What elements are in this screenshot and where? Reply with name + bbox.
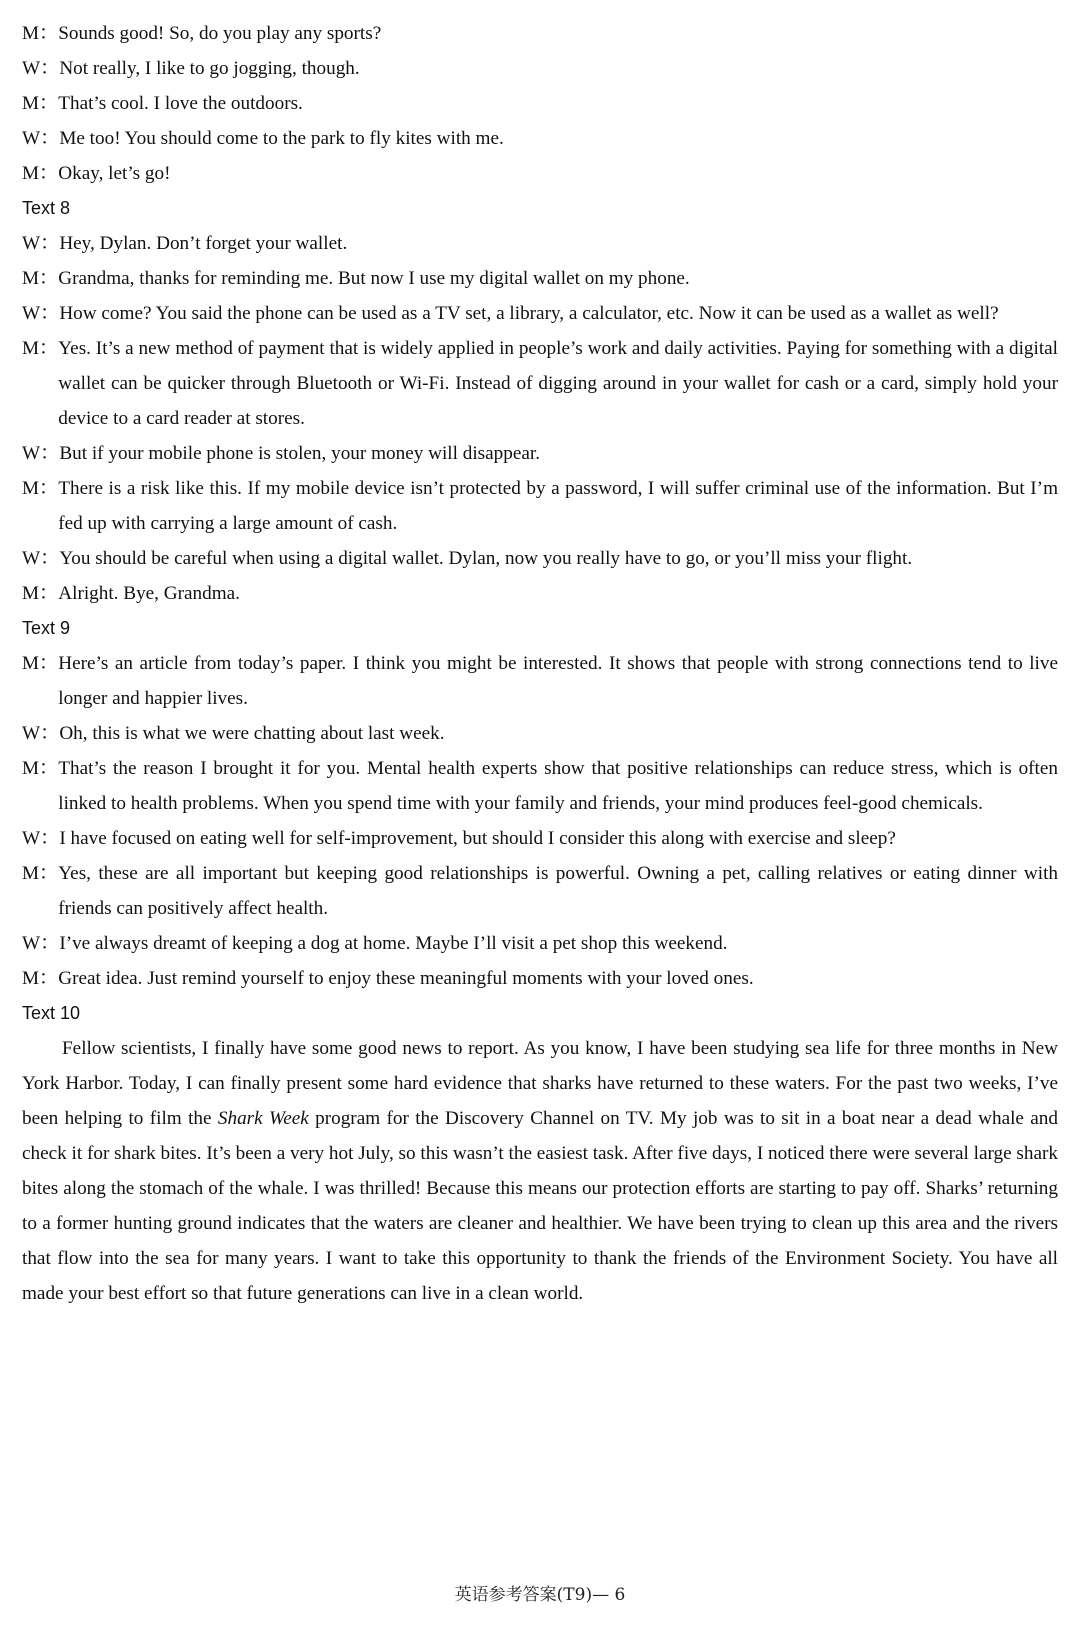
speaker-label: W：	[22, 723, 60, 744]
utterance: Oh, this is what we were chatting about last week.	[59, 723, 445, 744]
utterance: Sounds good! So, do you play any sports?	[58, 23, 382, 44]
program-title: Shark Week	[217, 1108, 309, 1129]
speaker-label: M：	[22, 968, 59, 989]
speaker-label: M：	[22, 758, 59, 779]
speaker-label: M：	[22, 478, 59, 499]
dialogue-line	[22, 926, 1058, 961]
speaker-label: W：	[22, 933, 60, 954]
speaker-label: M：	[22, 338, 59, 359]
speaker-label: W：	[22, 303, 60, 324]
utterance: That’s cool. I love the outdoors.	[58, 93, 303, 114]
speaker-label: W：	[22, 548, 60, 569]
speaker-label: M：	[22, 653, 59, 674]
section-heading-text9: Text 9	[22, 618, 71, 638]
speaker-label: M：	[22, 93, 59, 114]
dialogue-line	[22, 436, 1058, 471]
dialogue-line	[22, 296, 1058, 331]
utterance: Yes. It’s a new method of payment that is widely applied in people’s work and daily activities. Paying for something with a digital wallet can be quicker through Bluetooth or Wi-Fi. Instead of digging around in your wallet for cash or a card, simply hold your device to a card reader at stores.	[58, 338, 1058, 429]
section-heading-text10: Text 10	[22, 1003, 81, 1023]
speaker-label: W：	[22, 828, 60, 849]
speaker-label: W：	[22, 443, 60, 464]
dialogue-line	[22, 961, 1058, 996]
dialogue-line	[22, 331, 1058, 436]
speaker-label: M：	[22, 583, 59, 604]
dialogue-line	[22, 226, 1058, 261]
utterance: Alright. Bye, Grandma.	[58, 583, 240, 604]
speaker-label: M：	[22, 23, 59, 44]
dialogue-text8	[22, 226, 1058, 611]
utterance: How come? You said the phone can be used as a TV set, a library, a calculator, etc. Now it can be used as a wallet as well?	[59, 303, 999, 324]
utterance: Not really, I like to go jogging, though.	[59, 58, 360, 79]
utterance: Me too! You should come to the park to fly kites with me.	[59, 128, 504, 149]
speaker-label: W：	[22, 128, 60, 149]
utterance: You should be careful when using a digital wallet. Dylan, now you really have to go, or you’ll miss your flight.	[59, 548, 913, 569]
dialogue-line	[22, 261, 1058, 296]
speaker-label: W：	[22, 58, 60, 79]
dialogue-text7-tail	[22, 16, 1058, 191]
dialogue-line	[22, 576, 1058, 611]
utterance: Grandma, thanks for reminding me. But now I use my digital wallet on my phone.	[58, 268, 690, 289]
speaker-label: M：	[22, 163, 59, 184]
page-footer: 英语参考答案(T9)— 6	[454, 1585, 626, 1605]
dialogue-line	[22, 121, 1058, 156]
dialogue-line	[22, 156, 1058, 191]
speaker-label: M：	[22, 268, 59, 289]
dialogue-line	[22, 541, 1058, 576]
dialogue-line	[22, 716, 1058, 751]
utterance: Here’s an article from today’s paper. I think you might be interested. It shows that people with strong connections tend to live longer and happier lives.	[58, 653, 1058, 709]
dialogue-line	[22, 646, 1058, 716]
utterance: But if your mobile phone is stolen, your money will disappear.	[59, 443, 541, 464]
dialogue-line	[22, 751, 1058, 821]
dialogue-line	[22, 51, 1058, 86]
dialogue-line	[22, 471, 1058, 541]
dialogue-line	[22, 856, 1058, 926]
dialogue-line	[22, 821, 1058, 856]
utterance: That’s the reason I brought it for you. Mental health experts show that positive relationships can reduce stress, which is often linked to health problems. When you spend time with your family and friends, your mind produces feel-good chemicals.	[58, 758, 1058, 814]
dialogue-line	[22, 86, 1058, 121]
speaker-label: W：	[22, 233, 60, 254]
paragraph-text-start: Fellow scientists, I finally have some good news to report. As you know, I have been studying sea life for three months in New York Harbor. Today, I can finally present some hard evidence that sharks have returned to these waters. For the past two weeks, I’ve been helping to film the	[22, 1038, 1058, 1129]
utterance: I have focused on eating well for self-improvement, but should I consider this along with exercise and sleep?	[59, 828, 896, 849]
paragraph-text-end: program for the Discovery Channel on TV. My job was to sit in a boat near a dead whale and check it for shark bites. It’s been a very hot July, so this wasn’t the easiest task. After five days, I noticed there were several large shark bites along the stomach of the whale. I was thrilled! Because this means our protection efforts are starting to pay off. Sharks’ returning to a former hunting ground indicates that the waters are cleaner and healthier. We have been trying to clean up this area and the rivers that flow into the sea for many years. I want to take this opportunity to thank the friends of the Environment Society. You have all made your best effort so that future generations can live in a clean world.	[22, 1108, 1058, 1304]
utterance: Okay, let’s go!	[58, 163, 171, 184]
utterance: Yes, these are all important but keeping good relationships is powerful. Owning a pet, calling relatives or eating dinner with friends can positively affect health.	[58, 863, 1058, 919]
dialogue-text9	[22, 646, 1058, 996]
speaker-label: M：	[22, 863, 59, 884]
document-page	[22, 16, 1058, 1311]
utterance: There is a risk like this. If my mobile device isn’t protected by a password, I will suffer criminal use of the information. But I’m fed up with carrying a large amount of cash.	[58, 478, 1058, 534]
section-heading-text8: Text 8	[22, 198, 71, 218]
utterance: Great idea. Just remind yourself to enjoy these meaningful moments with your loved ones.	[58, 968, 754, 989]
monologue-paragraph	[22, 1031, 1058, 1311]
utterance: Hey, Dylan. Don’t forget your wallet.	[59, 233, 348, 254]
dialogue-line	[22, 16, 1058, 51]
utterance: I’ve always dreamt of keeping a dog at home. Maybe I’ll visit a pet shop this weekend.	[59, 933, 728, 954]
